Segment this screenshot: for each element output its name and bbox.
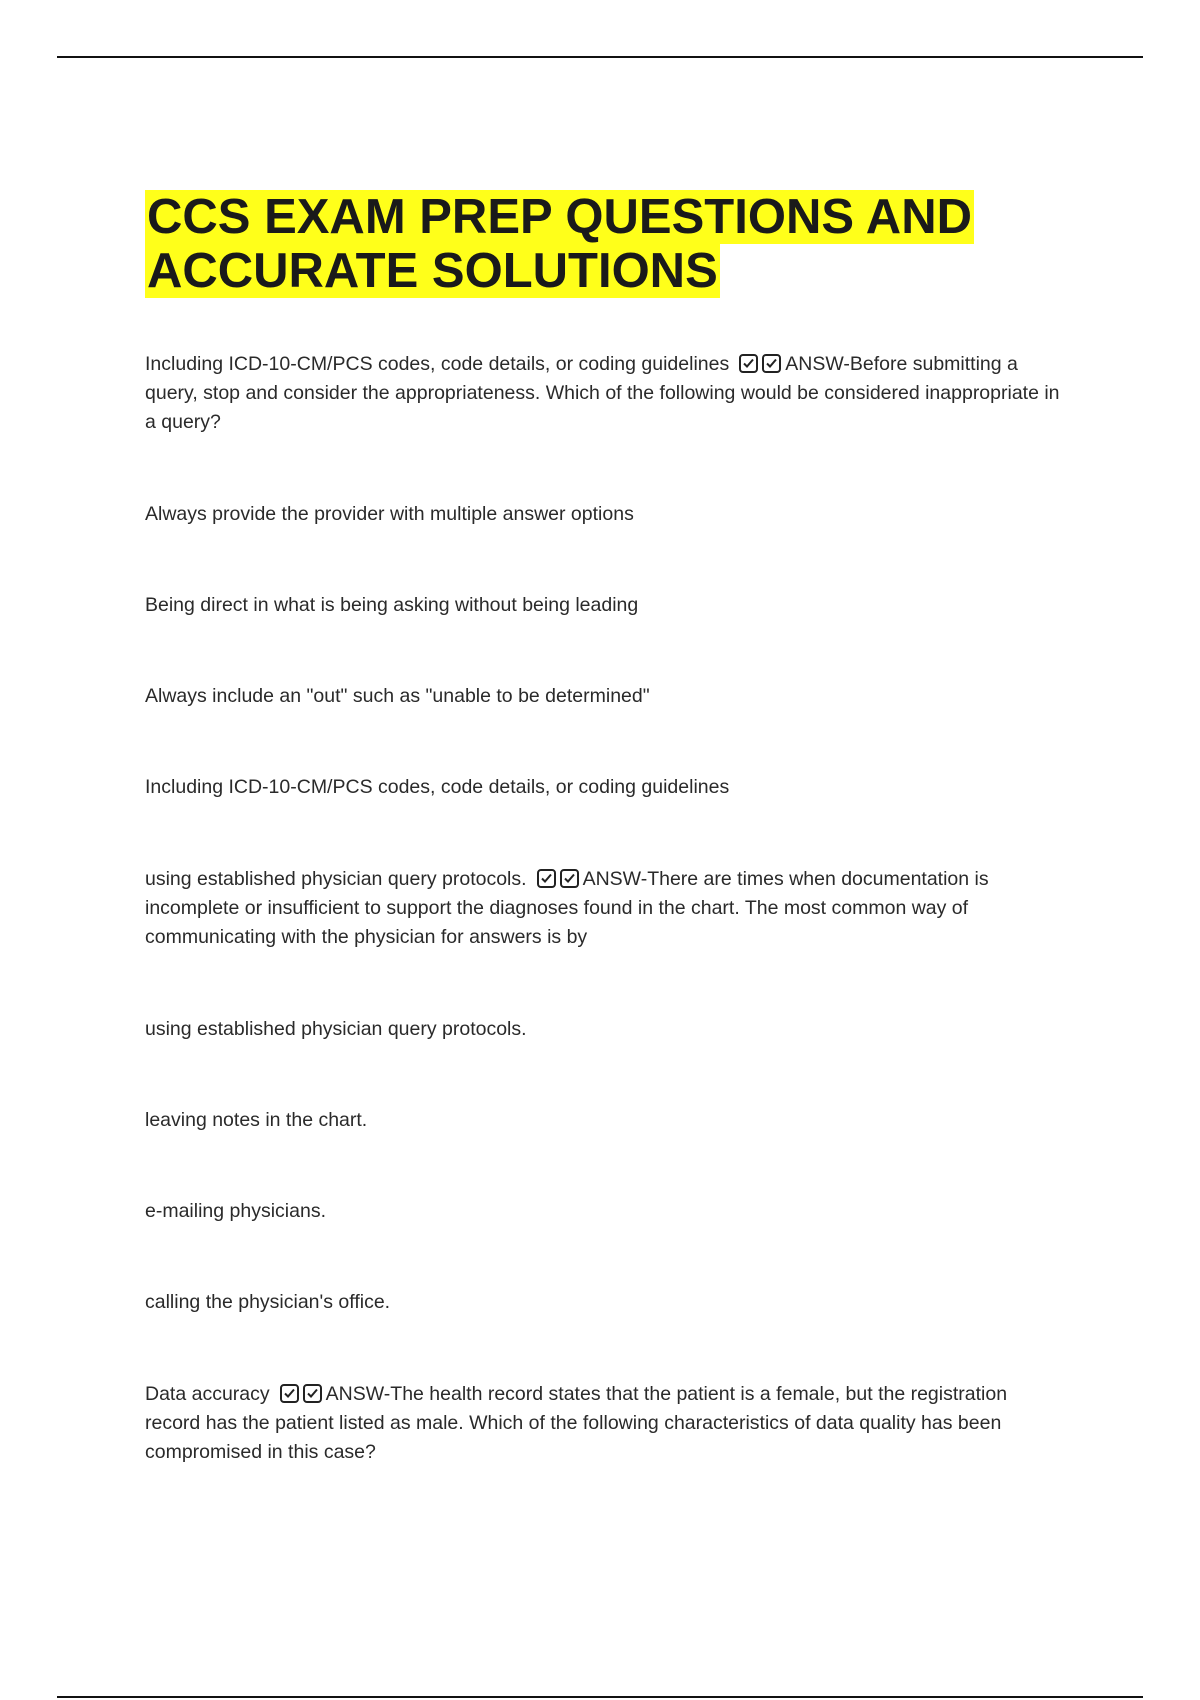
q1-option: Including ICD-10-CM/PCS codes, code details, or coding guidelines: [145, 776, 730, 798]
q2-option: calling the physician's office.: [145, 1291, 391, 1313]
q1-option: Being direct in what is being asking without being leading: [145, 594, 639, 616]
title-line-1: CCS EXAM PREP QUESTIONS AND: [147, 190, 972, 244]
content: [145, 350, 1065, 1467]
question-2: [145, 865, 1065, 952]
question-1: [145, 350, 1065, 437]
q2-option: leaving notes in the chart.: [145, 1109, 368, 1131]
title-line-2: ACCURATE SOLUTIONS: [147, 244, 718, 298]
q3-text: ANSW-The health record states that the patient is a female, but the registration record has the patient listed as male. Which of the following characteristics of data quality has been compromised in this case?: [145, 1383, 1008, 1463]
q1-option: Always include an "out" such as "unable to be determined": [145, 685, 650, 707]
q1-option: Always provide the provider with multiple answer options: [145, 503, 634, 525]
checkbox-check-icon: [280, 1384, 299, 1403]
q2-option: e-mailing physicians.: [145, 1200, 326, 1222]
q1-answer: Including ICD-10-CM/PCS codes, code details, or coding guidelines: [145, 353, 730, 375]
top-rule: [57, 56, 1143, 58]
q3-answer: Data accuracy: [145, 1383, 270, 1405]
bottom-rule: [57, 1696, 1143, 1698]
checkbox-check-icon: [560, 869, 579, 888]
q2-option: using established physician query protocols.: [145, 1018, 527, 1040]
checkbox-check-icon: [739, 354, 758, 373]
checkbox-check-icon: [762, 354, 781, 373]
page-title: [145, 190, 974, 298]
check-marks: [537, 868, 583, 890]
checkbox-check-icon: [537, 869, 556, 888]
check-marks: [739, 353, 785, 375]
question-3: [145, 1380, 1065, 1467]
q2-answer: using established physician query protocols.: [145, 868, 527, 890]
check-marks: [280, 1383, 326, 1405]
q2-text: ANSW-There are times when documentation is incomplete or insufficient to support the diagnoses found in the chart. The most common way of communicating with the physician for answers is by: [145, 868, 989, 948]
checkbox-check-icon: [303, 1384, 322, 1403]
q1-text: ANSW-Before submitting a query, stop and consider the appropriateness. Which of the following would be considered inappropriate in a query?: [145, 353, 1060, 433]
